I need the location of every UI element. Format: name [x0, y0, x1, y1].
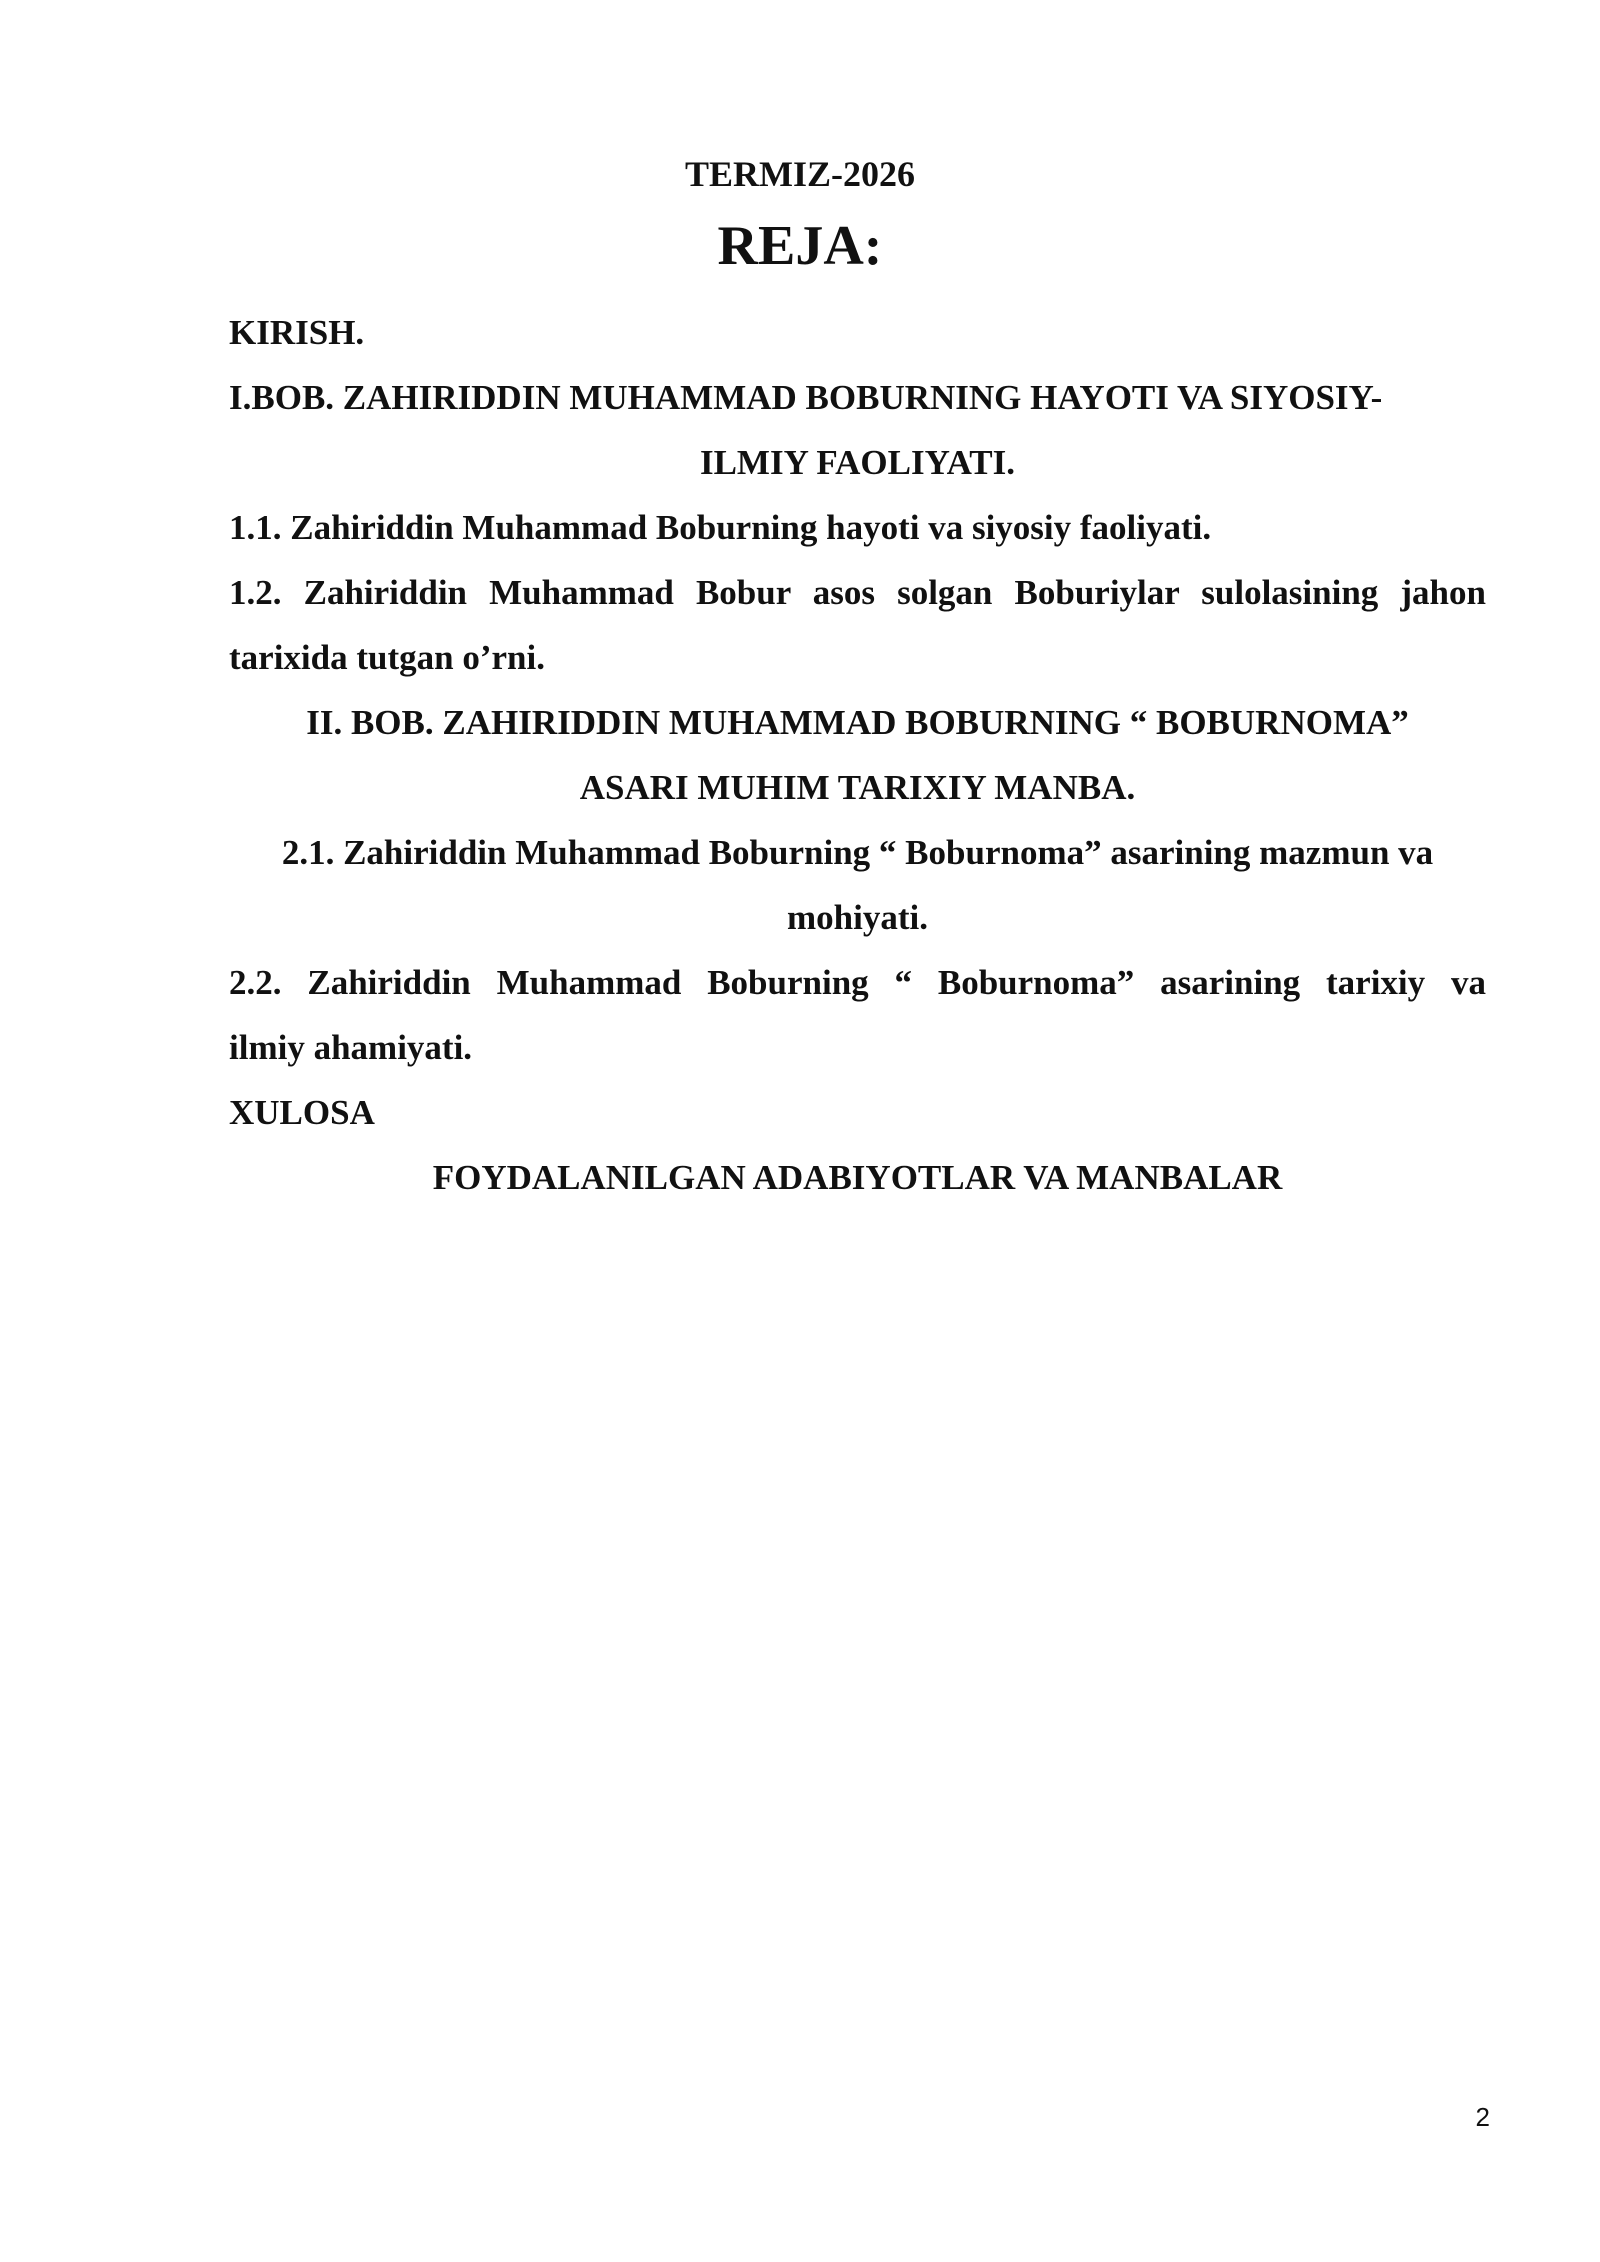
toc-item-conclusion: XULOSA	[229, 1093, 375, 1132]
toc-section-1-2-line-2: tarixida tutgan o’rni.	[229, 638, 545, 677]
table-of-contents	[229, 300, 1486, 1210]
toc-section-1-2-line-1: 1.2. Zahiriddin Muhammad Bobur asos solgan Boburiylar sulolasining jahon	[229, 573, 1486, 612]
toc-section-2-2-line-2: ilmiy ahamiyati.	[229, 1028, 473, 1067]
toc-section-1-1: 1.1. Zahiriddin Muhammad Boburning hayoti va siyosiy faoliyati.	[229, 508, 1212, 547]
page-title: REJA:	[717, 215, 883, 277]
toc-chapter-2-line-1: II. BOB. ZAHIRIDDIN MUHAMMAD BOBURNING “ BOBURNOMA”	[306, 703, 1409, 742]
toc-section-2-2-line-1: 2.2. Zahiriddin Muhammad Boburning “ Boburnoma” asarining tarixiy va	[229, 963, 1486, 1002]
toc-item-references: FOYDALANILGAN ADABIYOTLAR VA MANBALAR	[432, 1158, 1283, 1197]
toc-section-2-1-line-2: mohiyati.	[787, 898, 928, 937]
toc-section-2-1-line-1: 2.1. Zahiriddin Muhammad Boburning “ Boburnoma” asarining mazmun va	[281, 833, 1434, 872]
toc-chapter-2-line-2: ASARI MUHIM TARIXIY MANBA.	[579, 768, 1136, 807]
toc-chapter-1-line-1: I.BOB. ZAHIRIDDIN MUHAMMAD BOBURNING HAYOTI VA SIYOSIY-	[229, 378, 1383, 417]
place-year-heading: TERMIZ-2026	[684, 154, 915, 194]
toc-chapter-1-line-2: ILMIY FAOLIYATI.	[699, 443, 1016, 482]
page-number: 2	[1475, 2102, 1490, 2132]
toc-item-intro: KIRISH.	[229, 313, 365, 352]
